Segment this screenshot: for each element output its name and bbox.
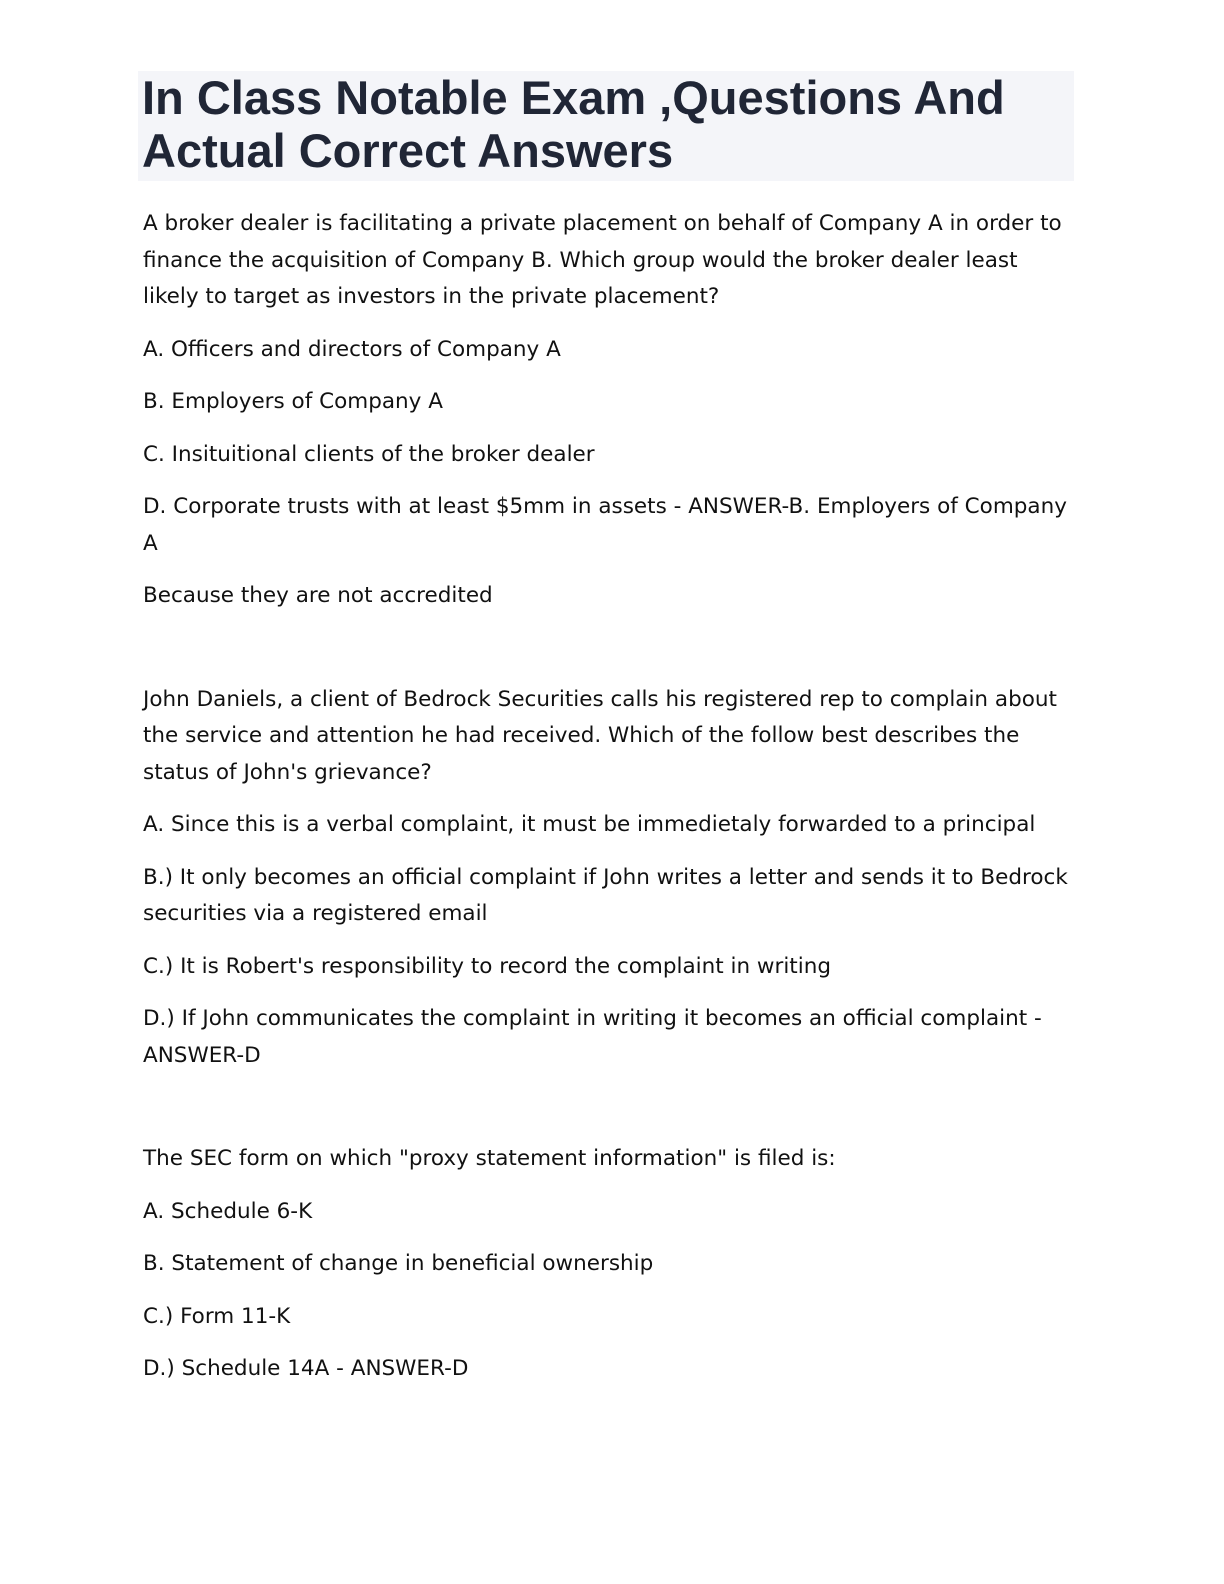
question-1-option-a: A. Officers and directors of Company A [143,336,561,362]
question-block-1 [143,206,1078,615]
question-2-stem: John Daniels, a client of Bedrock Securities calls his registered rep to complain about the service and attention he had received. Which of the follow best describes the status of John's grievance? [143,686,1057,785]
question-1-option-d-answer: D. Corporate trusts with at least $5mm in assets - ANSWER-B. Employers of Company A [143,494,1067,556]
question-block-3 [143,1141,1078,1388]
question-3-option-c: C.) Form 11-K [143,1303,291,1329]
question-1-stem: A broker dealer is facilitating a private placement on behalf of Company A in order to finance the acquisition of Company B. Which group would the broker dealer least likely to target as investors in the private placement? [143,211,1062,309]
question-2-option-a: A. Since this is a verbal complaint, it must be immedietaly forwarded to a principal [143,812,1036,837]
question-2-option-b: B.) It only becomes an official complaint if John writes a letter and sends it to Bedrock securities via a registered email [143,864,1068,926]
question-1-option-c: C. Insituitional clients of the broker dealer [143,441,595,467]
question-2-option-c: C.) It is Robert's responsibility to record the complaint in writing [143,953,831,979]
question-1-explanation: Because they are not accredited [143,583,493,608]
question-3-option-d-answer: D.) Schedule 14A - ANSWER-D [143,1356,469,1381]
document-body [143,206,1078,1404]
title-banner [138,71,1074,181]
section-gap [143,1090,1078,1141]
question-1-option-b: B. Employers of Company A [143,389,443,414]
question-3-stem: The SEC form on which "proxy statement information" is filed is: [143,1146,836,1171]
question-3-option-a: A. Schedule 6-K [143,1198,313,1224]
question-2-option-d-answer: D.) If John communicates the complaint in writing it becomes an official complaint - ANSWER-D [143,1006,1042,1068]
question-block-2 [143,682,1078,1075]
document-title: In Class Notable Exam ,Questions And Actual Correct Answers [142,71,1005,177]
question-3-option-b: B. Statement of change in beneficial ownership [143,1251,654,1276]
section-gap [143,631,1078,682]
